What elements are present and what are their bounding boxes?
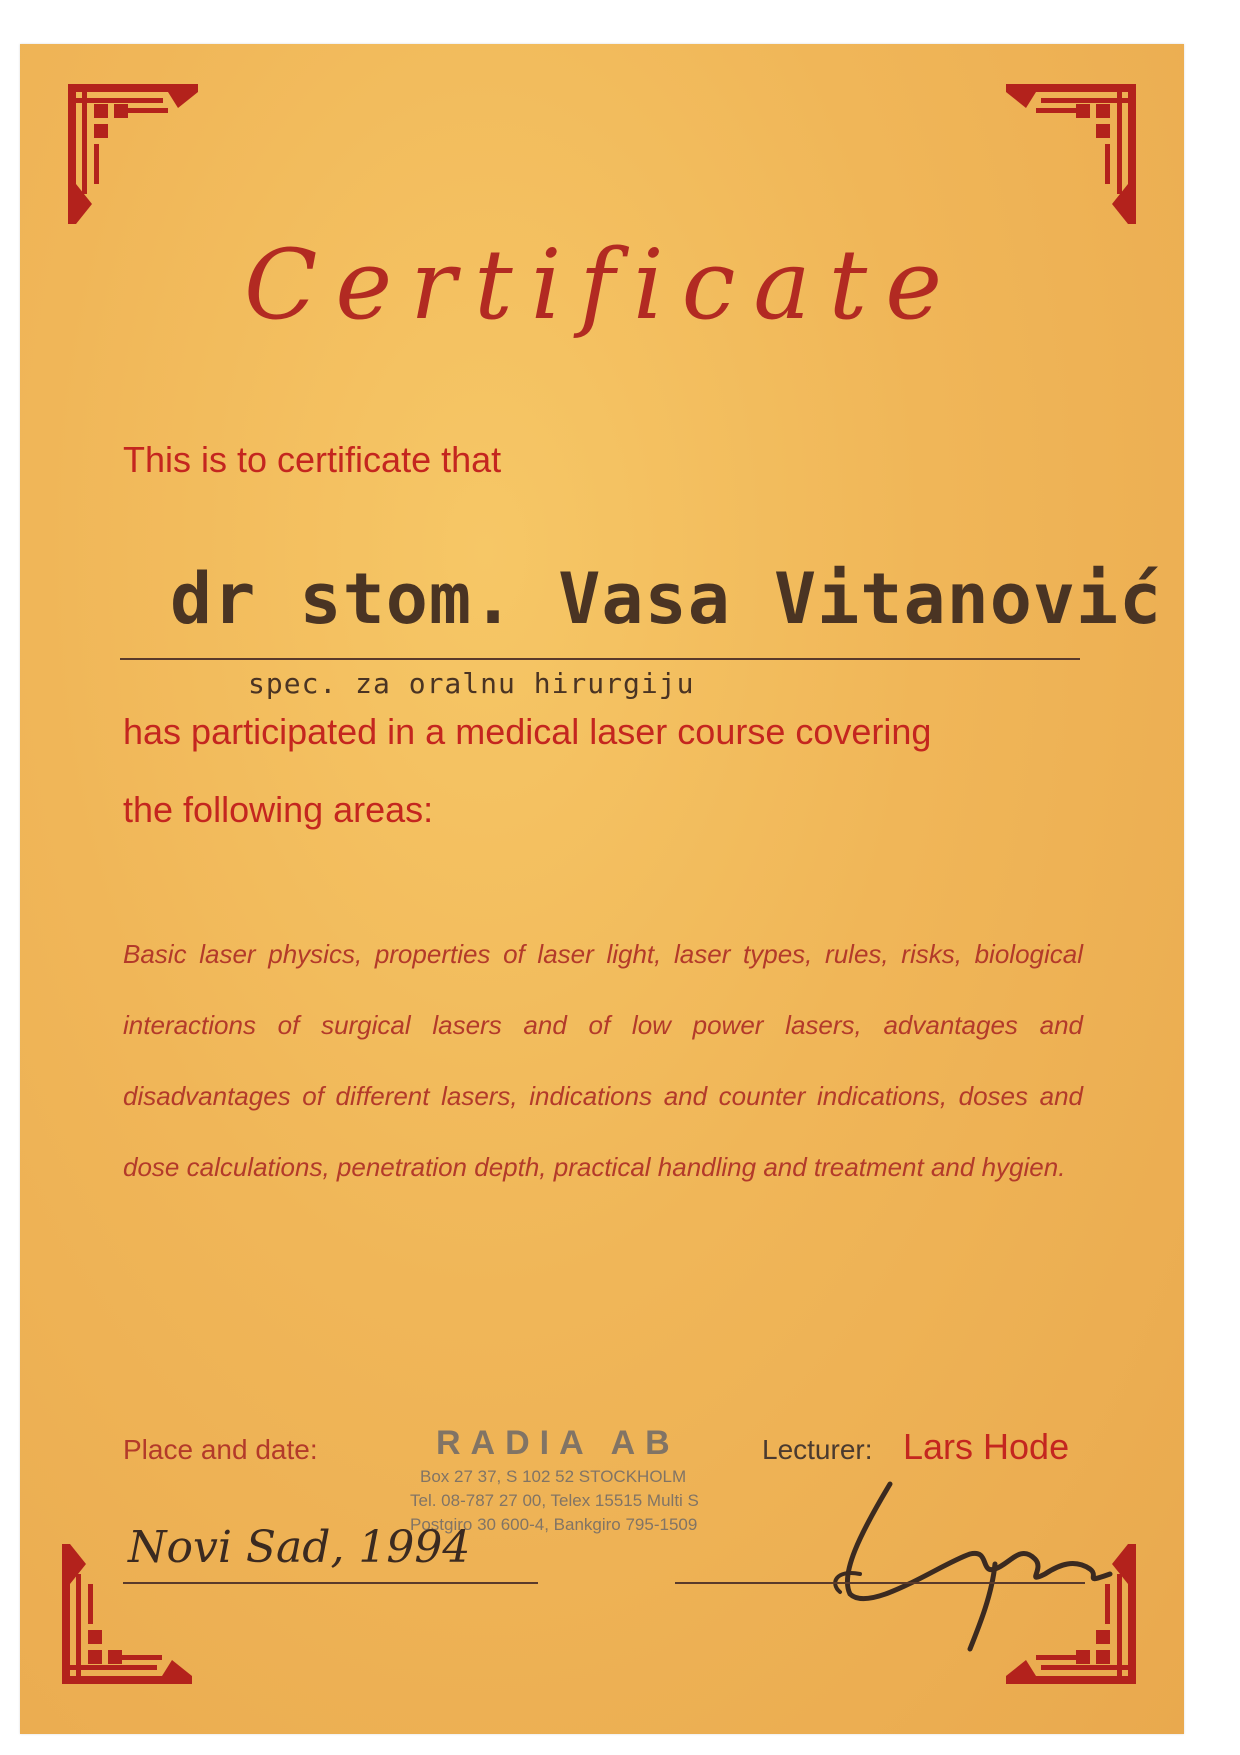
stamp-phone: Tel. 08-787 27 00, Telex 15515 Multi S: [410, 1491, 699, 1510]
participation-line-2: the following areas:: [123, 789, 434, 830]
stamp-company: RADIA AB: [436, 1424, 680, 1462]
certificate-paper: [20, 44, 1184, 1734]
stamp-giro: Postgiro 30 600-4, Bankgiro 795-1509: [410, 1515, 698, 1534]
intro-text: This is to certificate that: [123, 439, 502, 480]
signature-underline: [675, 1582, 1085, 1584]
lecturer-label: Lecturer:: [762, 1434, 873, 1465]
recipient-name: dr stom. Vasa Vitanović: [170, 558, 1163, 640]
place-and-date-value: Novi Sad, 1994: [128, 1522, 471, 1573]
name-underline: [120, 658, 1080, 660]
certificate-title: Certificate: [243, 229, 961, 341]
lecturer-signature: [820, 1464, 1120, 1654]
stamp-address: Box 27 37, S 102 52 STOCKHOLM: [420, 1467, 687, 1486]
ornament-corner-top-right: [1006, 84, 1136, 224]
recipient-specialty: spec. za oralnu hirurgiju: [248, 667, 695, 700]
lecturer-name: Lars Hode: [903, 1426, 1070, 1467]
ornament-corner-top-left: [68, 84, 198, 224]
course-areas-text: Basic laser physics, properties of laser light, laser types, rules, risks, biological interactions of surgical lasers and of low power lasers, advantages and disadvantages of different lasers, indications and counter indications, doses and dose calculations, penetration depth, practical handling and treatment and hygien.: [123, 939, 1083, 1182]
company-stamp: [410, 1424, 810, 1535]
place-and-date-label: Place and date:: [123, 1434, 318, 1465]
place-underline: [123, 1582, 538, 1584]
participation-line-1: has participated in a medical laser course covering: [123, 711, 932, 752]
